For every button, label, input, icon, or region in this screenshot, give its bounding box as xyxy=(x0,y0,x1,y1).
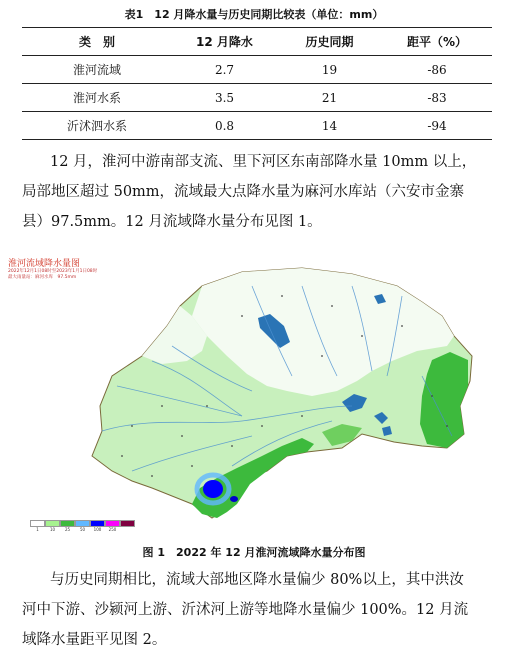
legend-swatch xyxy=(105,520,120,532)
legend-label: 250 xyxy=(108,527,117,532)
legend-swatch xyxy=(60,520,75,532)
table-row xyxy=(22,56,492,84)
basin-map-graphic xyxy=(2,256,508,529)
heavy-rain-core xyxy=(203,480,223,498)
header-historical: 历史同期 xyxy=(277,28,382,56)
table-cell: -94 xyxy=(382,112,492,140)
table-row xyxy=(22,84,492,112)
table-cell: 0.8 xyxy=(172,112,277,140)
rain-spot xyxy=(230,496,238,502)
paragraph-line: 河中下游、沙颍河上游、沂沭河上游等地降水量偏少 100%。12 月流 xyxy=(22,602,469,618)
table-caption: 表1 12 月降水量与历史同期比较表（单位：mm） xyxy=(124,8,384,21)
table-cell: 3.5 xyxy=(172,84,277,112)
precipitation-map xyxy=(2,256,508,529)
legend-label: 25 xyxy=(64,527,71,532)
legend-label: 1 xyxy=(36,527,39,532)
paragraph-december-rainfall xyxy=(22,147,488,237)
map-max-station: 最大雨量站：麻河水库 97.5mm xyxy=(8,275,77,280)
paragraph-anomaly xyxy=(22,565,488,655)
map-title: 淮河流域降水量图 xyxy=(8,259,81,269)
map-legend xyxy=(30,520,135,532)
header-category: 类 别 xyxy=(22,28,172,56)
figure-caption: 图 1 2022 年 12 月淮河流域降水量分布图 xyxy=(142,546,366,559)
legend-label: 100 xyxy=(93,527,102,532)
paragraph-line: 域降水量距平见图 2。 xyxy=(22,632,167,648)
table-cell: 19 xyxy=(277,56,382,84)
legend-swatch xyxy=(30,520,45,532)
table-cell: 14 xyxy=(277,112,382,140)
paragraph-line: 局部地区超过 50mm，流域最大点降水量为麻河水库站（六安市金寨 xyxy=(22,184,465,200)
table-cell: 21 xyxy=(277,84,382,112)
legend-swatch xyxy=(45,520,60,532)
table-cell: 2.7 xyxy=(172,56,277,84)
table-cell: 淮河流域 xyxy=(22,56,172,84)
map-period: 2022年12月1日08时至2023年1月1日08时 xyxy=(8,269,98,274)
legend-swatch xyxy=(90,520,105,532)
legend-label: 50 xyxy=(79,527,86,532)
header-dec-precip: 12 月降水 xyxy=(172,28,277,56)
table-cell: -83 xyxy=(382,84,492,112)
legend-swatch xyxy=(120,520,135,532)
table-cell: -86 xyxy=(382,56,492,84)
paragraph-line: 与历史同期相比，流域大部地区降水量偏少 80%以上，其中洪汝 xyxy=(50,572,464,588)
table-row xyxy=(22,112,492,140)
paragraph-line: 县）97.5mm。12 月流域降水量分布见图 1。 xyxy=(22,214,322,230)
table-header-row xyxy=(22,28,492,56)
header-anomaly: 距平（%） xyxy=(382,28,492,56)
legend-swatch xyxy=(75,520,90,532)
table-cell: 沂沭泗水系 xyxy=(22,112,172,140)
paragraph-line: 12 月，淮河中游南部支流、里下河区东南部降水量 10mm 以上， xyxy=(50,154,477,170)
table-cell: 淮河水系 xyxy=(22,84,172,112)
legend-label: 10 xyxy=(49,527,56,532)
precipitation-comparison-table xyxy=(22,27,492,140)
